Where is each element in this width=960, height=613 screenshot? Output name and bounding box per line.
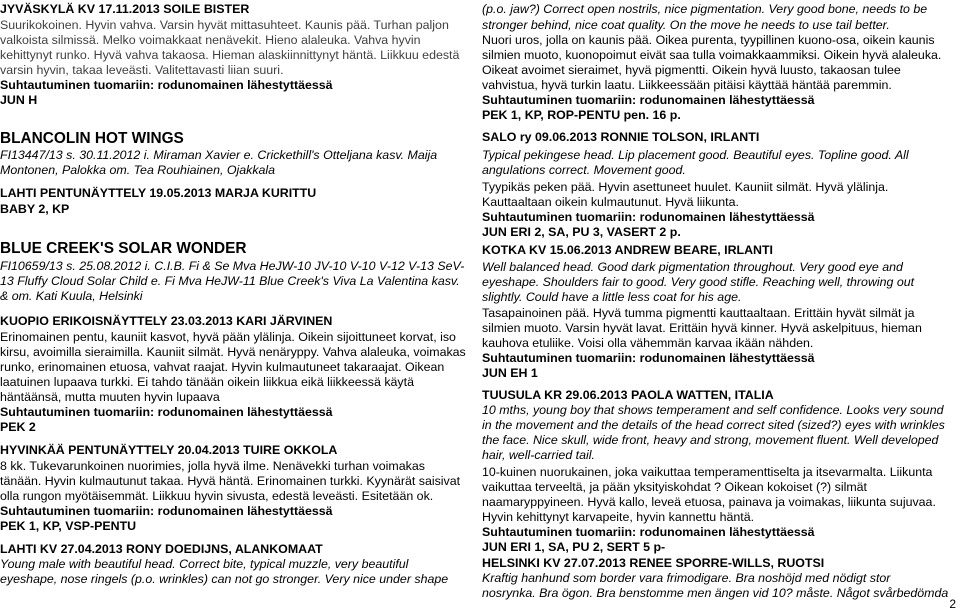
bold-text-line: HELSINKI KV 27.07.2013 RENEE SPORRE-WILLS, RUOTSI xyxy=(482,556,825,570)
bold-text-line: JUN ERI 1, SA, PU 2, SERT 5 p- xyxy=(482,540,666,554)
text-line: nosrynka. Bra ögon. Bra benstomme men ängen vid 10? måste. Något svårbedömda xyxy=(482,586,949,600)
text-line: Tasapainoinen pää. Hyvä tumma pigmentti kauttaaltaan. Erittäin hyvät silmät ja xyxy=(482,306,915,320)
bold-text-line: PEK 1, KP, ROP-PENTU pen. 16 p. xyxy=(482,108,681,122)
text-line: valkoista silmissä. Melko voimakkaat nenävekit. Hieno alaleuka. Vahva hyvin xyxy=(0,33,421,47)
text-line: Young male with beautiful head. Correct bite, typical muzzle, very beautiful xyxy=(0,557,409,571)
text-line: vahvistua, hyvä turkin laatu. Liikkeessään pitäisi käyttää häntää paremmin. xyxy=(482,78,892,92)
bold-text-line: KUOPIO ERIKOISNÄYTTELY 23.03.2013 KARI JÄRVINEN xyxy=(0,314,333,328)
bold-text-line: JUN EH 1 xyxy=(482,366,538,380)
text-line: Well balanced head. Good dark pigmentation throughout. Very good eye and xyxy=(482,260,903,274)
bold-text-line: KOTKA KV 15.06.2013 ANDREW BEARE, IRLANTI xyxy=(482,243,774,257)
text-line: angulations correct. Movement good. xyxy=(482,163,686,177)
bold-text-line: Suhtautuminen tuomariin: rodunomainen lähestyttäessä xyxy=(0,504,333,518)
bold-text-line: PEK 2 xyxy=(0,420,36,434)
text-line: stronger behind, nice coat quality. On the move he needs to use tail better. xyxy=(482,18,890,32)
text-line: kauhova etuliike. Voisi olla vähemmän karvaa ikään nähden. xyxy=(482,336,814,350)
text-line: Oikeat avoimet sieraimet, hyvä pigmentti. Oikein hyvä luusto, takaosan tulee xyxy=(482,63,901,77)
bold-text-line: Suhtautuminen tuomariin: rodunomainen lähestyttäessä xyxy=(0,405,333,419)
text-line: olla rungon myötäisemmät. Liikkuu hyvin sivusta, edestä leveästi. Esitetään ok. xyxy=(0,489,434,503)
bold-text-line: Suhtautuminen tuomariin: rodunomainen lähestyttäessä xyxy=(482,210,815,224)
text-line: runko, erinomainen etuosa, vahvat raajat. Hyvin kulmautuneet takaraajat. Oikean xyxy=(0,360,445,374)
text-line: kehittynyt runko. Hyvä vahva takaosa. Hieman alaskiinnittynyt häntä. Liikkuu edestä xyxy=(0,48,460,62)
bold-text-line: Suhtautuminen tuomariin: rodunomainen lähestyttäessä xyxy=(0,78,333,92)
text-line: silmien muoto. Varsin hyvät lavat. Erittäin hyvä kinner. Hyvä askelpituus, hieman xyxy=(482,321,922,335)
text-line: slightly. Could have a little less coat for his age. xyxy=(482,290,742,304)
bold-text-line: LAHTI PENTUNÄYTTELY 19.05.2013 MARJA KURITTU xyxy=(0,186,317,200)
text-line: 13 Fluffy Cloud Solar Child e. Fi Mva HeJW-11 Blue Creek's Viva La Valentina kasv. xyxy=(0,274,460,288)
text-line: Montonen, Palokka om. Tea Rouhiainen, Ojakkala xyxy=(0,163,276,177)
text-line: 10-kuinen nuorukainen, joka vaikuttaa temperamenttiselta ja itsevarmalta. Liikunta xyxy=(482,465,933,479)
bold-text-line: Suhtautuminen tuomariin: rodunomainen lähestyttäessä xyxy=(482,351,815,365)
bold-text-line: LAHTI KV 27.04.2013 RONY DOEDIJNS, ALANKOMAAT xyxy=(0,542,323,556)
bold-text-line: HYVINKÄÄ PENTUNÄYTTELY 20.04.2013 TUIRE OKKOLA xyxy=(0,443,338,457)
text-line: eyeshape. Shoulders fair to good. Very good stifle. Reaching well, throwing out xyxy=(482,275,915,289)
text-line: (p.o. jaw?) Correct open nostrils, nice pigmentation. Very good bone, needs to be xyxy=(482,2,928,16)
text-line: naamaryppyineen. Hyvä kallo, leveä etuosa, painava ja voimakas, liikunta sujuvaa. xyxy=(482,495,936,509)
dog-name-heading: BLANCOLIN HOT WINGS xyxy=(0,130,184,147)
text-line: & om. Kati Kuula, Helsinki xyxy=(0,289,143,303)
text-line: Tyypikäs peken pää. Hyvin asettuneet huulet. Kauniit silmät. Hyvä ylälinja. xyxy=(482,180,889,194)
bold-text-line: SALO ry 09.06.2013 RONNIE TOLSON, IRLANTI xyxy=(482,130,760,144)
text-line: Kauttaaltaan oikein kulmautunut. Hyvä liikunta. xyxy=(482,195,739,209)
bold-text-line: JYVÄSKYLÄ KV 17.11.2013 SOILE BISTER xyxy=(0,2,250,16)
text-line: 10 mths, young boy that shows temperament and self confidence. Looks very sound xyxy=(482,403,944,417)
text-line: kirsu, avoimilla sieraimilla. Kauniit silmät. Hyvä nenäryppy. Vahva alaleuka, voimakas xyxy=(0,345,466,359)
text-line: laatuinen lupaava turkki. Ei tahdo tänään oikein liikkua eikä liikkeessä käytä xyxy=(0,375,414,389)
text-line: Erinomainen pentu, kauniit kasvot, hyvä pään ylälinja. Oikein sijoittuneet korvat, iso xyxy=(0,330,456,344)
page-number: 2 xyxy=(949,597,956,611)
bold-text-line: Suhtautuminen tuomariin: rodunomainen lähestyttäessä xyxy=(482,525,815,539)
text-line: tänään. Hyvin kulmautunut takaa. Hyvä häntä. Erinomainen turkki. Kyynärät saisivat xyxy=(0,474,461,488)
dog-name-heading: BLUE CREEK'S SOLAR WONDER xyxy=(0,240,247,257)
text-line: häntäänsä, mutta muuten hyvin lupaava xyxy=(0,390,220,404)
text-line: 8 kk. Tukevarunkoinen nuorimies, jolla hyvä ilme. Nenävekki turhan voimakas xyxy=(0,459,425,473)
bold-text-line: Suhtautuminen tuomariin: rodunomainen lähestyttäessä xyxy=(482,93,815,107)
text-line: Suurikokoinen. Hyvin vahva. Varsin hyvät mittasuhteet. Kaunis pää. Turhan paljon xyxy=(0,18,449,32)
bold-text-line: JUN H xyxy=(0,93,38,107)
text-line: eyeshape, nose ringels (p.o. wrinkles) can not go stronger. Very nice under shape xyxy=(0,572,449,586)
text-line: Nuori uros, jolla on kaunis pää. Oikea purenta, tyypillinen kuono-osa, oikein kaunis xyxy=(482,33,935,47)
text-line: the face. Nice skull, wide front, heavy and strong, movement fluent. Well developed xyxy=(482,433,939,447)
text-line: Typical pekingese head. Lip placement good. Beautiful eyes. Topline good. All xyxy=(482,148,909,162)
text-line: vaikuttaa terveeltä, ja pään yksityiskohdat ? Oikean kokoiset (?) silmät xyxy=(482,480,867,494)
bold-text-line: JUN ERI 2, SA, PU 3, VASERT 2 p. xyxy=(482,225,681,239)
bold-text-line: PEK 1, KP, VSP-PENTU xyxy=(0,519,137,533)
text-line: FI13447/13 s. 30.11.2012 i. Miraman Xavier e. Crickethill's Otteljana kasv. Maija xyxy=(0,148,438,162)
bold-text-line: TUUSULA KR 29.06.2013 PAOLA WATTEN, ITALIA xyxy=(482,388,774,402)
text-line: hair, well-carried tail. xyxy=(482,448,595,462)
text-line: FI10659/13 s. 25.08.2012 i. C.I.B. Fi & Se Mva HeJW-10 JV-10 V-10 V-12 V-13 SeV- xyxy=(0,259,465,273)
text-line: in the movement and the details of the head correct sited (sized?) eyes with wrinkles xyxy=(482,418,945,432)
text-line: varsin hyvin, takaa leveästi. Valitettavasti liian suuri. xyxy=(0,63,284,77)
bold-text-line: BABY 2, KP xyxy=(0,202,70,216)
text-line: Kraftig hanhund som border vara frimodigare. Bra noshöjd med nödigt stor xyxy=(482,571,891,585)
text-line: Hyvin kehittynyt karvapeite, hyvin kannettu häntä. xyxy=(482,510,755,524)
text-line: silmien muoto, kuonopoimut eivät saa tulla voimakkaammiksi. Oikein hyvä alaleuka. xyxy=(482,48,942,62)
